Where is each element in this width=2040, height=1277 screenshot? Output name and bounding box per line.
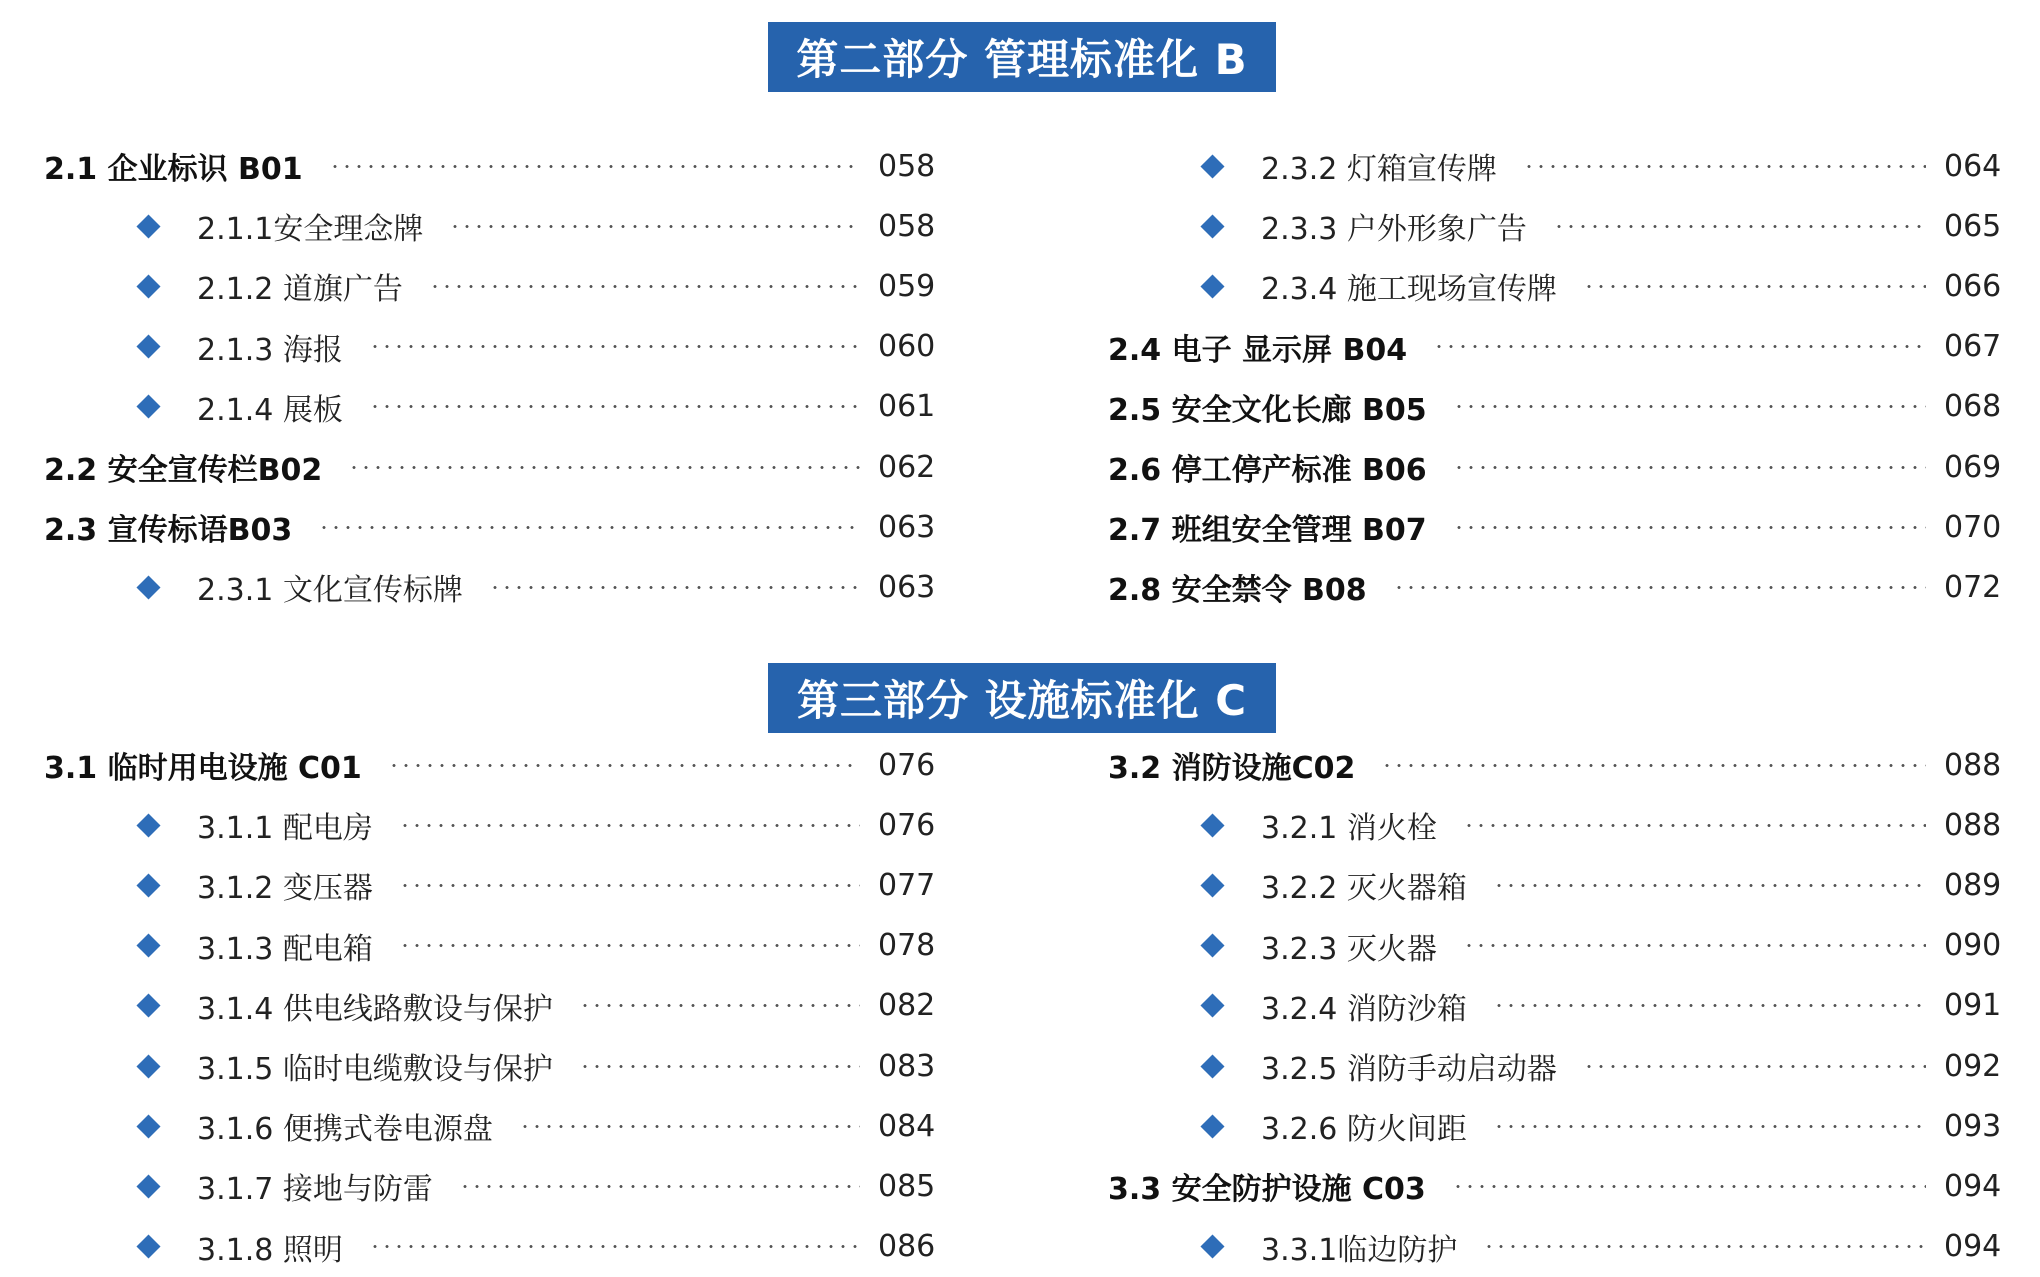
dot-leader (1393, 586, 1926, 589)
toc-page-number: 062 (878, 449, 936, 485)
toc-entry-title: 2.3.4 施工现场宣传牌 (1261, 272, 1557, 308)
dot-leader (1433, 345, 1926, 348)
toc-subsection-entry[interactable] (1108, 1217, 2002, 1277)
dot-leader (429, 285, 860, 288)
toc-entry-title: 2.3.3 户外形象广告 (1261, 212, 1527, 248)
toc-page-number: 090 (1944, 928, 2002, 964)
diamond-bullet-icon (1200, 813, 1224, 837)
toc-subsection-entry[interactable] (44, 976, 936, 1036)
dot-leader (399, 824, 860, 827)
toc-page-number: 066 (1944, 268, 2002, 304)
dot-leader (1583, 1065, 1926, 1068)
toc-entry-title: 3.2 消防设施C02 (1108, 751, 1356, 787)
diamond-bullet-icon (136, 1054, 160, 1078)
diamond-bullet-icon (136, 395, 160, 419)
dot-leader (579, 1004, 860, 1007)
toc-page-number: 058 (878, 148, 936, 184)
dot-leader (388, 764, 860, 767)
toc-entry-title: 2.1.1安全理念牌 (197, 212, 424, 248)
toc-entry-title: 3.1.4 供电线路敷设与保护 (197, 991, 553, 1027)
toc-entry-title: 3.1.1 配电房 (197, 811, 373, 847)
toc-entry-title: 3.1.6 便携式卷电源盘 (197, 1112, 493, 1148)
dot-leader (1493, 884, 1926, 887)
diamond-bullet-icon (136, 873, 160, 897)
toc-entry-title: 3.1.8 照明 (197, 1232, 343, 1268)
dot-leader (1493, 1004, 1926, 1007)
toc-subsection-entry[interactable] (1108, 855, 2002, 915)
toc-subsection-entry[interactable] (44, 377, 936, 437)
dot-leader (519, 1125, 860, 1128)
section-banner-part-c: 第三部分 设施标准化 C (768, 663, 1276, 733)
toc-section-entry[interactable] (1108, 437, 2002, 497)
diamond-bullet-icon (136, 934, 160, 958)
diamond-bullet-icon (1200, 1235, 1224, 1259)
toc-section-entry[interactable] (44, 437, 936, 497)
toc-subsection-entry[interactable] (44, 855, 936, 915)
toc-entry-title: 2.3.2 灯箱宣传牌 (1261, 152, 1497, 188)
dot-leader (459, 1185, 860, 1188)
diamond-bullet-icon (1200, 214, 1224, 238)
toc-entry-title: 3.2.5 消防手动启动器 (1261, 1052, 1557, 1088)
dot-leader (399, 884, 860, 887)
dot-leader (1453, 466, 1926, 469)
toc-subsection-entry[interactable] (1108, 136, 2002, 196)
dot-leader (1463, 824, 1926, 827)
toc-entry-title: 3.1.7 接地与防雷 (197, 1172, 433, 1208)
dot-leader (1523, 165, 1926, 168)
toc-subsection-entry[interactable] (44, 1096, 936, 1156)
toc-page-number: 084 (878, 1108, 936, 1144)
dot-leader (489, 586, 860, 589)
diamond-bullet-icon (136, 813, 160, 837)
toc-section-entry[interactable] (1108, 557, 2002, 617)
dot-leader (1583, 285, 1926, 288)
toc-page-number: 077 (878, 867, 936, 903)
toc-entry-title: 2.1.2 道旗广告 (197, 272, 403, 308)
toc-subsection-entry[interactable] (1108, 256, 2002, 316)
dot-leader (579, 1065, 860, 1068)
toc-subsection-entry[interactable] (1108, 795, 2002, 855)
toc-subsection-entry[interactable] (1108, 196, 2002, 256)
toc-entry-title: 2.5 安全文化长廊 B05 (1108, 392, 1427, 428)
toc-entry-title: 2.3 宣传标语B03 (44, 513, 293, 549)
diamond-bullet-icon (136, 1114, 160, 1138)
toc-page-number: 064 (1944, 148, 2002, 184)
toc-column-part-b-right (1108, 136, 2002, 618)
dot-leader (369, 405, 860, 408)
toc-page-number: 072 (1944, 569, 2002, 605)
diamond-bullet-icon (136, 335, 160, 359)
dot-leader (1452, 1185, 1926, 1188)
diamond-bullet-icon (136, 575, 160, 599)
toc-entry-title: 2.1 企业标识 B01 (44, 152, 303, 188)
toc-subsection-entry[interactable] (44, 317, 936, 377)
toc-page-number: 070 (1944, 509, 2002, 545)
toc-page-number: 061 (878, 389, 936, 425)
toc-page-number: 093 (1944, 1108, 2002, 1144)
dot-leader (399, 944, 860, 947)
toc-page-number: 092 (1944, 1048, 2002, 1084)
toc-entry-title: 3.3.1临边防护 (1261, 1232, 1458, 1268)
toc-entry-title: 3.1.3 配电箱 (197, 931, 373, 967)
toc-section-entry[interactable] (1108, 735, 2002, 795)
toc-subsection-entry[interactable] (1108, 916, 2002, 976)
toc-entry-title: 2.7 班组安全管理 B07 (1108, 513, 1427, 549)
toc-subsection-entry[interactable] (44, 557, 936, 617)
toc-page-number: 094 (1944, 1168, 2002, 1204)
toc-entry-title: 3.2.3 灭火器 (1261, 931, 1437, 967)
dot-leader (329, 165, 860, 168)
diamond-bullet-icon (136, 214, 160, 238)
dot-leader (318, 526, 860, 529)
toc-page-number: 076 (878, 747, 936, 783)
toc-page-number: 088 (1944, 747, 2002, 783)
dot-leader (1553, 225, 1926, 228)
diamond-bullet-icon (136, 1235, 160, 1259)
toc-subsection-entry[interactable] (44, 1217, 936, 1277)
toc-entry-title: 3.2.4 消防沙箱 (1261, 991, 1467, 1027)
toc-subsection-entry[interactable] (44, 1156, 936, 1216)
toc-entry-title: 3.1.5 临时电缆敷设与保护 (197, 1052, 553, 1088)
dot-leader (369, 345, 860, 348)
toc-subsection-entry[interactable] (1108, 1096, 2002, 1156)
toc-subsection-entry[interactable] (44, 256, 936, 316)
section-banner-part-b: 第二部分 管理标准化 B (768, 22, 1276, 92)
toc-entry-title: 3.1.2 变压器 (197, 871, 373, 907)
toc-entry-title: 2.1.4 展板 (197, 392, 343, 428)
diamond-bullet-icon (1200, 274, 1224, 298)
toc-page-number: 086 (878, 1229, 936, 1265)
toc-page-number: 063 (878, 509, 936, 545)
toc-column-part-b-left (44, 136, 936, 618)
toc-column-part-c-right (1108, 735, 2002, 1277)
toc-page-number: 059 (878, 268, 936, 304)
diamond-bullet-icon (136, 1174, 160, 1198)
toc-page-number: 069 (1944, 449, 2002, 485)
toc-entry-title: 2.4 电子 显示屏 B04 (1108, 332, 1408, 368)
toc-page-number: 076 (878, 807, 936, 843)
toc-section-entry[interactable] (1108, 1156, 2002, 1216)
toc-section-entry[interactable] (44, 735, 936, 795)
toc-entry-title: 3.2.6 防火间距 (1261, 1112, 1467, 1148)
toc-page-number: 089 (1944, 867, 2002, 903)
diamond-bullet-icon (1200, 873, 1224, 897)
dot-leader (348, 466, 860, 469)
toc-section-entry[interactable] (1108, 317, 2002, 377)
toc-section-entry[interactable] (44, 136, 936, 196)
toc-page-number: 085 (878, 1168, 936, 1204)
diamond-bullet-icon (1200, 154, 1224, 178)
diamond-bullet-icon (1200, 1054, 1224, 1078)
toc-page-number: 068 (1944, 389, 2002, 425)
toc-subsection-entry[interactable] (1108, 1036, 2002, 1096)
dot-leader (1381, 764, 1926, 767)
toc-subsection-entry[interactable] (44, 795, 936, 855)
diamond-bullet-icon (136, 994, 160, 1018)
toc-subsection-entry[interactable] (44, 916, 936, 976)
toc-entry-title: 3.2.1 消火栓 (1261, 811, 1437, 847)
dot-leader (1453, 405, 1926, 408)
toc-section-entry[interactable] (44, 497, 936, 557)
toc-entry-title: 3.2.2 灭火器箱 (1261, 871, 1467, 907)
dot-leader (1493, 1125, 1926, 1128)
toc-section-entry[interactable] (1108, 377, 2002, 437)
toc-page-number: 082 (878, 988, 936, 1024)
diamond-bullet-icon (1200, 934, 1224, 958)
dot-leader (1483, 1245, 1926, 1248)
toc-page-number: 060 (878, 329, 936, 365)
diamond-bullet-icon (1200, 994, 1224, 1018)
toc-entry-title: 2.3.1 文化宣传标牌 (197, 573, 463, 609)
toc-page-number: 058 (878, 208, 936, 244)
toc-page-number: 088 (1944, 807, 2002, 843)
toc-subsection-entry[interactable] (44, 196, 936, 256)
toc-column-part-c-left (44, 735, 936, 1277)
dot-leader (449, 225, 860, 228)
toc-section-entry[interactable] (1108, 497, 2002, 557)
toc-entry-title: 2.1.3 海报 (197, 332, 343, 368)
toc-page-number: 067 (1944, 329, 2002, 365)
toc-page-number: 063 (878, 569, 936, 605)
toc-entry-title: 2.6 停工停产标准 B06 (1108, 453, 1427, 489)
dot-leader (1453, 526, 1926, 529)
toc-page-number: 094 (1944, 1229, 2002, 1265)
toc-entry-title: 3.3 安全防护设施 C03 (1108, 1172, 1426, 1208)
dot-leader (369, 1245, 860, 1248)
diamond-bullet-icon (1200, 1114, 1224, 1138)
toc-subsection-entry[interactable] (44, 1036, 936, 1096)
toc-page-number: 065 (1944, 208, 2002, 244)
toc-entry-title: 3.1 临时用电设施 C01 (44, 751, 362, 787)
toc-entry-title: 2.2 安全宣传栏B02 (44, 453, 323, 489)
toc-page-number: 091 (1944, 988, 2002, 1024)
dot-leader (1463, 944, 1926, 947)
toc-page-number: 078 (878, 928, 936, 964)
diamond-bullet-icon (136, 274, 160, 298)
toc-page-number: 083 (878, 1048, 936, 1084)
toc-subsection-entry[interactable] (1108, 976, 2002, 1036)
toc-entry-title: 2.8 安全禁令 B08 (1108, 573, 1367, 609)
